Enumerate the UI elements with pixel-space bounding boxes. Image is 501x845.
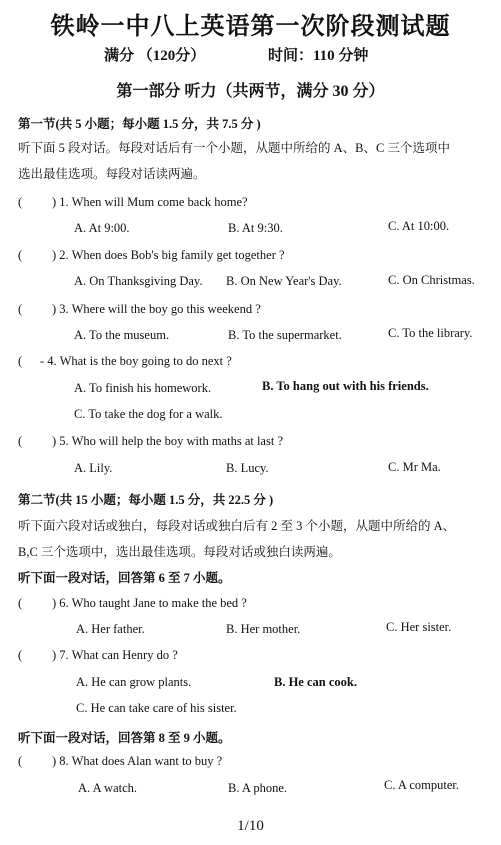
answer-paren-close: ) xyxy=(52,434,57,448)
q6-option-a: A. Her father. xyxy=(76,622,145,636)
question-6 xyxy=(18,596,247,611)
subsection-8-9: 听下面一段对话，回答第 8 至 9 小题。 xyxy=(18,731,231,745)
q3-option-c: C. To the library. xyxy=(388,326,473,340)
answer-paren-open: ( xyxy=(18,648,23,662)
question-4 xyxy=(18,354,232,369)
question-text: 1. When will Mum come back home? xyxy=(59,195,248,209)
section2-instruction-1: 听下面六段对话或独白，每段对话或独白后有 2 至 3 个小题，从题中所给的 A、 xyxy=(18,519,456,533)
answer-paren-open: ( xyxy=(18,754,23,768)
question-text: 8. What does Alan want to buy ? xyxy=(59,754,223,768)
q7-option-c: C. He can take care of his sister. xyxy=(76,701,237,715)
answer-paren-close: ) xyxy=(52,195,57,209)
answer-paren-close: ) xyxy=(52,248,57,262)
question-text: 2. When does Bob's big family get together ? xyxy=(59,248,285,262)
question-text: 6. Who taught Jane to make the bed ? xyxy=(59,596,247,610)
q6-option-b: B. Her mother. xyxy=(226,622,301,636)
question-text: 3. Where will the boy go this weekend ? xyxy=(59,302,261,316)
q8-option-c: C. A computer. xyxy=(384,778,459,792)
answer-paren-close: ) xyxy=(52,302,57,316)
q1-option-c: C. At 10:00. xyxy=(388,219,450,233)
q8-option-a: A. A watch. xyxy=(78,781,138,795)
question-8 xyxy=(18,754,222,769)
subsection-6-7: 听下面一段对话，回答第 6 至 7 小题。 xyxy=(18,571,231,585)
section2-heading: 第二节(共 15 小题；每小题 1.5 分，共 22.5 分 ) xyxy=(18,493,274,507)
answer-paren-close: ) xyxy=(52,648,57,662)
exam-title: 铁岭一中八上英语第一次阶段测试题 xyxy=(50,14,451,40)
q5-option-b: B. Lucy. xyxy=(226,461,269,475)
q7-option-b: B. He can cook. xyxy=(274,675,357,689)
question-text: 4. What is the boy going to do next ? xyxy=(47,354,232,368)
answer-paren-open: ( xyxy=(18,302,23,316)
time-limit: 时间：110 分钟 xyxy=(268,48,369,64)
question-5 xyxy=(18,434,283,449)
q4-option-a: A. To finish his homework. xyxy=(74,381,212,395)
q1-option-a: A. At 9:00. xyxy=(74,221,130,235)
full-score: 满分 （120分） xyxy=(104,48,206,64)
section2-instruction-2: B,C 三个选项中，选出最佳选项。每段对话或独白读两遍。 xyxy=(18,545,341,559)
question-7 xyxy=(18,648,178,663)
page-number: 1/10 xyxy=(237,818,264,834)
q2-option-a: A. On Thanksgiving Day. xyxy=(74,274,203,288)
answer-paren-open: ( xyxy=(18,596,23,610)
q8-option-b: B. A phone. xyxy=(228,781,288,795)
q4-option-b: B. To hang out with his friends. xyxy=(262,379,429,393)
answer-paren-open: ( xyxy=(18,354,23,368)
answer-paren-open: ( xyxy=(18,195,23,209)
section1-heading: 第一节(共 5 小题；每小题 1.5 分，共 7.5 分 ) xyxy=(18,117,261,131)
q2-option-c: C. On Christmas. xyxy=(388,273,475,287)
answer-paren-open: ( xyxy=(18,434,23,448)
q3-option-b: B. To the supermarket. xyxy=(228,328,342,342)
question-text: 5. Who will help the boy with maths at last ? xyxy=(59,434,283,448)
answer-paren-close: - xyxy=(40,354,45,368)
q3-option-a: A. To the museum. xyxy=(74,328,170,342)
question-text: 7. What can Henry do ? xyxy=(59,648,178,662)
question-1 xyxy=(18,195,248,210)
part-heading: 第一部分 听力（共两节，满分 30 分） xyxy=(116,83,385,100)
q4-option-c: C. To take the dog for a walk. xyxy=(74,407,223,421)
q6-option-c: C. Her sister. xyxy=(386,620,452,634)
q5-option-a: A. Lily. xyxy=(74,461,113,475)
answer-paren-close: ) xyxy=(52,596,57,610)
section1-instruction-2: 选出最佳选项。每段对话读两遍。 xyxy=(18,167,206,181)
answer-paren-close: ) xyxy=(52,754,57,768)
q7-option-a: A. He can grow plants. xyxy=(76,675,192,689)
q1-option-b: B. At 9:30. xyxy=(228,221,283,235)
q2-option-b: B. On New Year's Day. xyxy=(226,274,342,288)
question-2 xyxy=(18,248,285,263)
answer-paren-open: ( xyxy=(18,248,23,262)
section1-instruction-1: 听下面 5 段对话。每段对话后有一个小题，从题中所给的 A、B、C 三个选项中 xyxy=(18,141,450,155)
q5-option-c: C. Mr Ma. xyxy=(388,460,441,474)
question-3 xyxy=(18,302,261,317)
